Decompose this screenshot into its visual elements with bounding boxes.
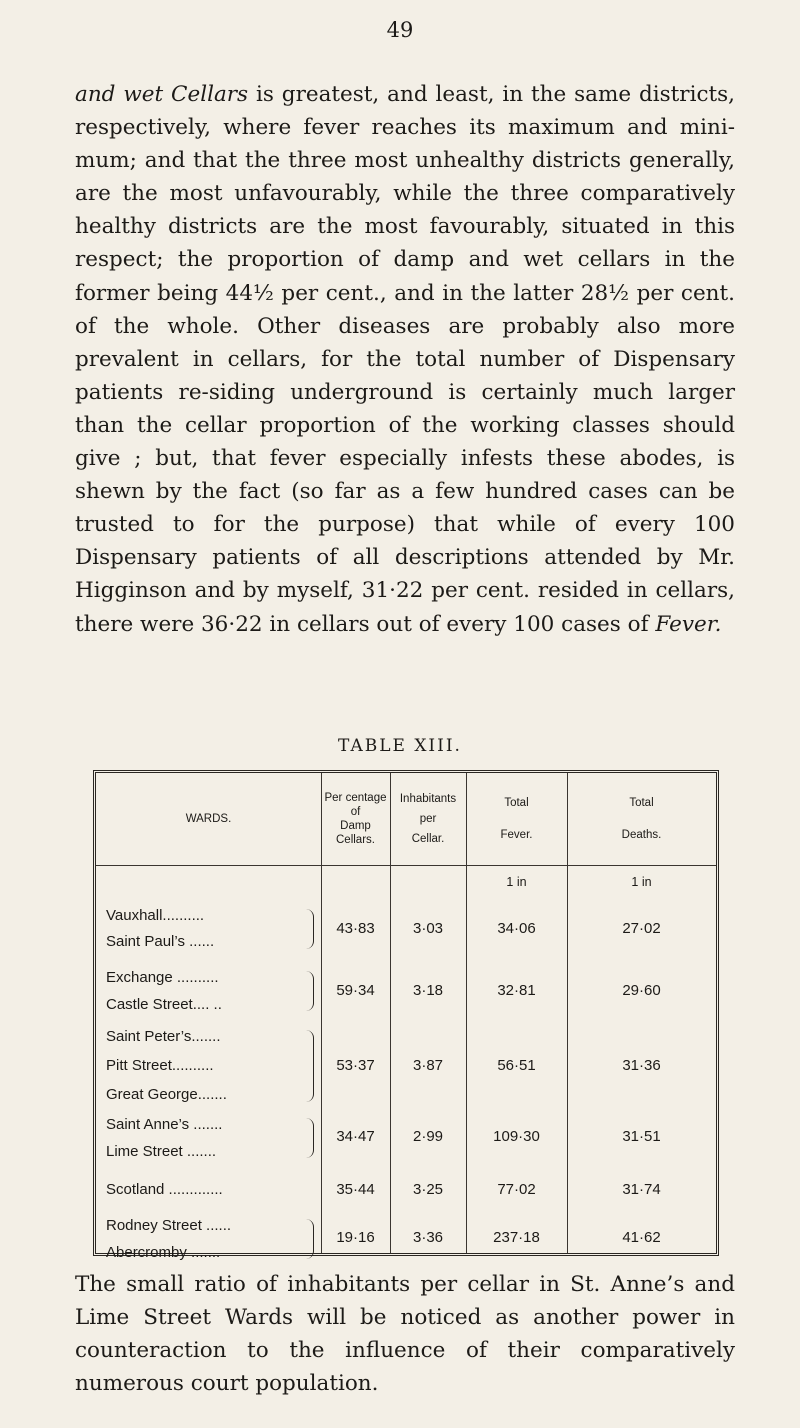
inhabitants-cell: 3·03 [412,920,444,937]
ward-name: Exchange .......... [106,969,219,986]
header-fever-line: Fever. [500,829,533,841]
damp-cell: 19·16 [336,1229,375,1246]
damp-cell: 53·37 [336,1057,375,1074]
damp-cell: 59·34 [336,982,375,999]
header-inhabitants [390,773,466,865]
fever-cell: 34·06 [497,920,536,937]
ward-name: Vauxhall.......... [106,907,205,924]
ward-name: Saint Paul’s ...... [106,933,215,950]
deaths-cell: 31·74 [622,1181,661,1198]
fever-cell: 77·02 [497,1181,536,1198]
ward-name: Scotland ............. [106,1181,223,1198]
fever-cell: 56·51 [497,1057,536,1074]
ward-name: Pitt Street.......... [106,1057,214,1074]
header-deaths [567,773,716,865]
inhabitants-cell: 3·25 [412,1181,444,1198]
ward-name: Saint Peter’s....... [106,1028,221,1045]
data-table [93,770,719,1261]
header-wards [96,773,321,865]
deaths-cell: 31·36 [622,1057,661,1074]
header-fever-line: Total [504,797,529,809]
deaths-cell: 27·02 [622,920,661,937]
fever-cell: 32·81 [497,982,536,999]
damp-cell: 34·47 [336,1128,375,1145]
header-damp-line: Cellars. [336,834,375,846]
ward-name: Saint Anne’s ....... [106,1116,223,1133]
header-damp-line: of [350,806,361,818]
header-inhabitants-line: Inhabitants [399,793,457,805]
paragraph-text: is greatest, and least, in the same districts, respectively, where fever reaches its maximum and mini-mum; and that the three most unhealthy districts generally, are the most unfavourably, while the three comparatively healthy districts are the most favourably, situated in this respect; the proportion of damp and wet cellars in the former being 44½ per cent., and in the latter 28½ per cent. of the whole. Other diseases are probably also more prevalent in cellars, for the total number of Dispensary patients re-siding underground is certainly much larger than the cellar proportion of the working classes should give ; but, that fever especially infests these abodes, is shewn by the fact (so far as a few hundred cases can be trusted to for the purpose) that while of every 100 Dispensary patients of all descriptions attended by Mr. Higginson and by myself, 31·22 per cent. resided in cellars, there were 36·22 in cellars out of every 100 cases of [75,82,735,637]
inhabitants-cell: 2·99 [412,1128,444,1145]
header-deaths-line: Total [629,797,654,809]
row-brace [303,1030,314,1102]
row-brace [303,1219,314,1259]
intro-italic: and wet Cellars [75,82,249,107]
header-deaths-line: Deaths. [621,829,662,841]
damp-cell: 43·83 [336,920,375,937]
header-damp [321,773,390,865]
row-brace [303,909,314,949]
fever-italic: Fever. [655,611,722,637]
row-brace [303,971,314,1011]
deaths-cell: 31·51 [622,1128,661,1145]
row-brace [303,1118,314,1158]
body-paragraph [75,78,735,641]
header-damp-line: Damp [340,820,371,832]
header-divider [96,865,716,866]
ward-name: Rodney Street ...... [106,1217,232,1234]
header-fever [466,773,567,865]
header-inhabitants-line: per [419,813,437,825]
ward-name: Castle Street.... .. [106,996,222,1013]
page-number: 49 [386,18,414,42]
fever-cell: 237·18 [493,1229,540,1246]
damp-cell: 35·44 [336,1181,375,1198]
inhabitants-cell: 3·87 [412,1057,444,1074]
subheader-fever: 1 in [506,875,527,889]
ward-name: Lime Street ....... [106,1143,217,1160]
header-inhabitants-line: Cellar. [411,833,445,845]
table-title: TABLE XIII. [338,736,462,756]
subheader-deaths: 1 in [631,875,652,889]
fever-cell: 109·30 [493,1128,540,1145]
header-damp-line: Per centage [324,792,387,804]
ward-name: Great George....... [106,1086,227,1103]
footer-paragraph: The small ratio of inhabitants per cellar in St. Anne’s and Lime Street Wards will be noticed as another power in counteraction to the influence of their comparatively numerous court population. [75,1272,735,1396]
inhabitants-cell: 3·18 [412,982,444,999]
deaths-cell: 29·60 [622,982,661,999]
ward-name: Abercromby ....... [106,1244,221,1261]
inhabitants-cell: 3·36 [412,1229,444,1246]
header-wards-label: WARDS. [185,813,232,825]
deaths-cell: 41·62 [622,1229,661,1246]
